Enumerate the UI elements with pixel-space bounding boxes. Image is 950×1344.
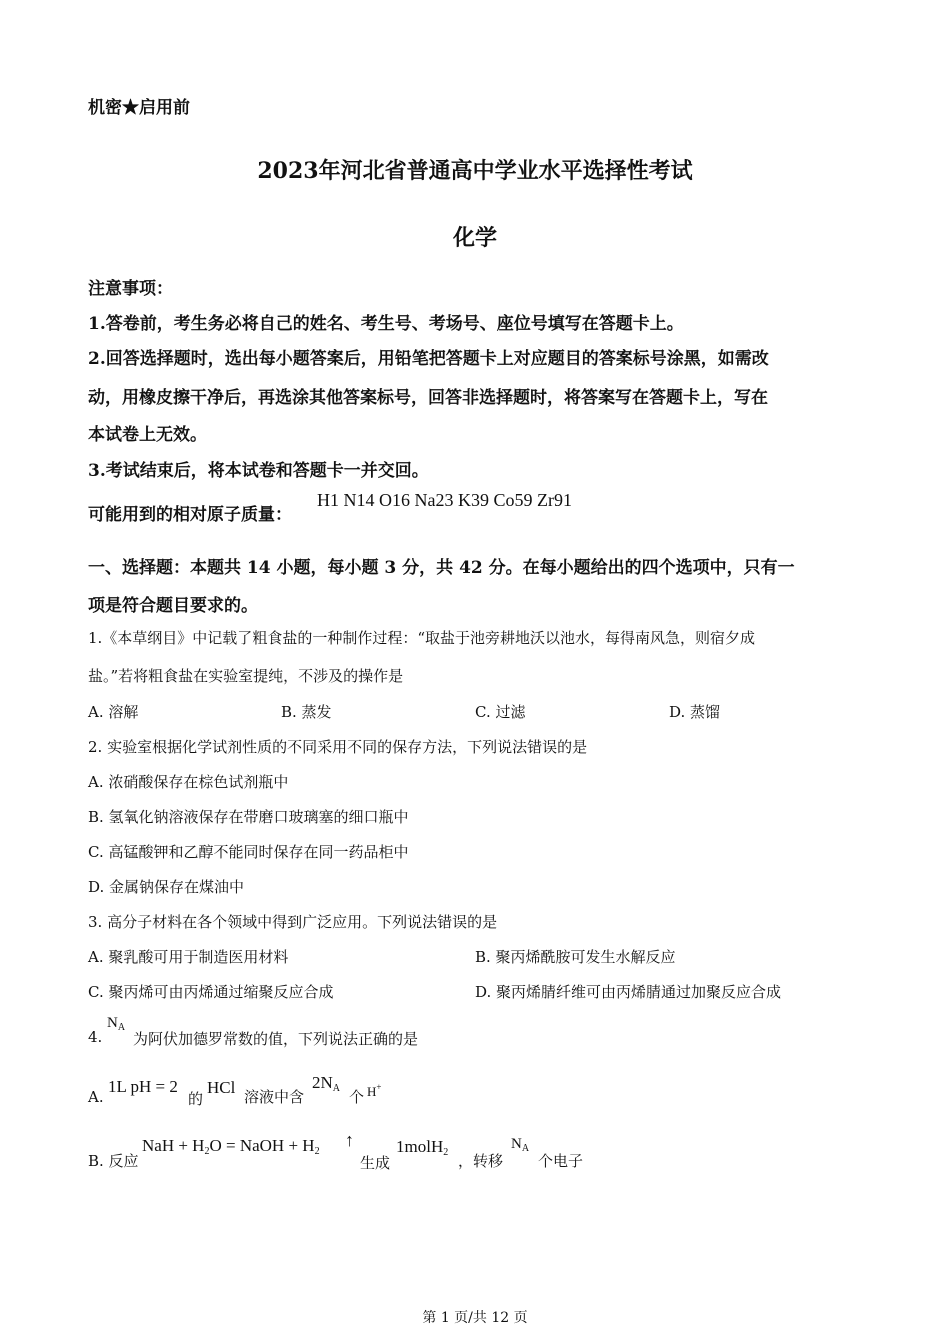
q4-option-a-h-ion: H+: [367, 1082, 382, 1099]
q4-option-a-hcl: HCl: [207, 1078, 236, 1097]
q4-na-symbol: $N_A$: [107, 1015, 126, 1033]
q4-option-a-label: A.: [88, 1088, 104, 1106]
q4-option-b-gen: 生成: [360, 1154, 391, 1172]
q4-option-a-de: 的: [188, 1090, 204, 1108]
q1-option-d: D. 蒸馏: [669, 703, 721, 721]
q4-option-a-text: 溶液中含: [244, 1088, 305, 1106]
q3-stem: 3. 高分子材料在各个领域中得到广泛应用。下列说法错误的是: [88, 913, 498, 931]
q1-option-b: B. 蒸发: [281, 703, 332, 721]
q1-stem-line-1: 1.《本草纲目》中记载了粗食盐的一种制作过程：“取盐于池旁耕地沃以池水，每得南风急，则宿夕成: [88, 629, 755, 647]
section-heading-line-1: 一、选择题：本题共 14 小题，每小题 3 分，共 42 分。在每小题给出的四个选项中，只有一: [88, 558, 795, 578]
q4-number: 4.: [88, 1028, 103, 1046]
q3-option-c: C. 聚丙烯可由丙烯通过缩聚反应合成: [88, 983, 334, 1001]
exam-title: 2023年河北省普通高中学业水平选择性考试: [257, 158, 693, 184]
q4-option-b-na: $N_A$: [511, 1136, 530, 1154]
q2-option-c: C. 高锰酸钾和乙醇不能同时保存在同一药品柜中: [88, 843, 409, 861]
q4-option-b-text: ，转移: [458, 1152, 504, 1170]
q2-option-a: A. 浓硝酸保存在棕色试剂瓶中: [88, 773, 289, 791]
q3-option-a: A. 聚乳酸可用于制造医用材料: [88, 948, 289, 966]
notice-item-3: 3.考试结束后，将本试卷和答题卡一并交回。: [88, 461, 429, 481]
q4-option-b-label: B. 反应: [88, 1152, 139, 1170]
section-heading-line-2: 项是符合题目要求的。: [88, 596, 258, 616]
notice-heading: 注意事项：: [88, 279, 173, 299]
notice-item-2-line-3: 本试卷上无效。: [88, 425, 207, 445]
q4-option-a-2na: $2N_A$: [312, 1073, 341, 1094]
q3-option-b: B. 聚丙烯酰胺可发生水解反应: [475, 948, 676, 966]
q4-option-a-ge: 个: [349, 1088, 365, 1106]
page-number: 第 1 页/共 12 页: [422, 1310, 528, 1326]
q1-option-a: A. 溶解: [88, 703, 139, 721]
notice-item-2-line-1: 2.回答选择题时，选出每小题答案后，用铅笔把答题卡上对应题目的答案标号涂黑，如需改: [88, 349, 769, 369]
q4-option-b-end: 个电子: [538, 1152, 584, 1170]
q4-option-b-gas-arrow: ↑: [345, 1130, 354, 1150]
q4-option-b-equation: NaH + $H_2O$ = NaOH + $H_2$: [142, 1136, 320, 1157]
q3-option-d: D. 聚丙烯腈纤维可由丙烯腈通过加聚反应合成: [475, 983, 782, 1001]
q2-option-d: D. 金属钠保存在煤油中: [88, 878, 245, 896]
q1-option-c: C. 过滤: [475, 703, 526, 721]
q4-stem: 为阿伏加德罗常数的值，下列说法正确的是: [133, 1030, 419, 1048]
q4-option-b-mol: 1molH$_2$: [396, 1137, 449, 1158]
q2-stem: 2. 实验室根据化学试剂性质的不同采用不同的保存方法，下列说法错误的是: [88, 738, 588, 756]
secret-mark: 机密★启用前: [88, 98, 190, 118]
q2-option-b: B. 氢氧化钠溶液保存在带磨口玻璃塞的细口瓶中: [88, 808, 409, 826]
notice-item-1: 1.答卷前，考生务必将自己的姓名、考生号、考场号、座位号填写在答题卡上。: [88, 314, 684, 334]
atomic-mass-values: H1 N14 O16 Na23 K39 Co59 Zr91: [317, 490, 572, 510]
notice-item-2-line-2: 动，用橡皮擦干净后，再选涂其他答案标号，回答非选择题时，将答案写在答题卡上，写在: [88, 388, 768, 408]
subject-title: 化学: [452, 225, 497, 251]
q4-option-a-ph: 1L pH = 2: [108, 1077, 178, 1096]
q1-stem-line-2: 盐。”若将粗食盐在实验室提纯，不涉及的操作是: [88, 667, 404, 685]
atomic-mass-label: 可能用到的相对原子质量：: [88, 505, 292, 525]
